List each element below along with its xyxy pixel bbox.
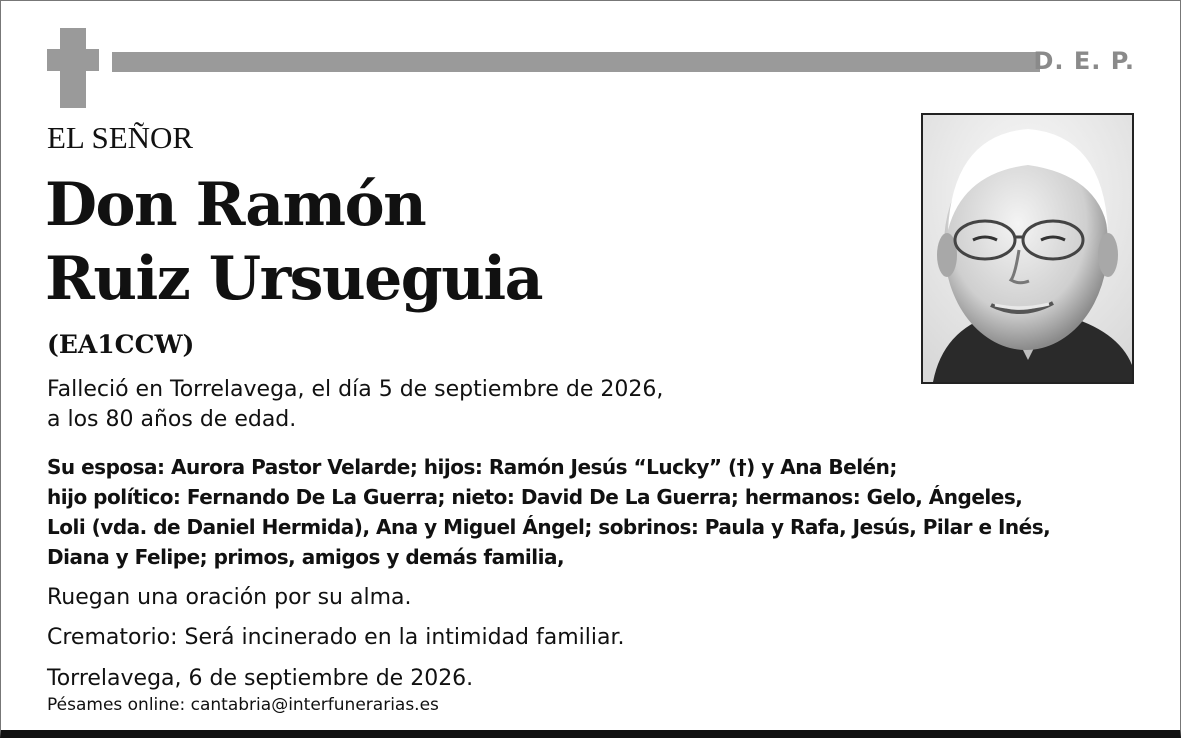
portrait-drawing (923, 115, 1132, 382)
prayer-request: Ruegan una oración por su alma. (47, 585, 412, 610)
death-line-2: a los 80 años de edad. (47, 407, 297, 432)
death-line-1: Falleció en Torrelavega, el día 5 de septiembre de 2026, (47, 377, 664, 402)
name-line-1: Don Ramón (45, 170, 426, 240)
family-line-2: hijo político: Fernando De La Guerra; nieto: David De La Guerra; hermanos: Gelo, Ángeles, (47, 485, 1023, 509)
dep-label: D. E. P. (1033, 47, 1135, 75)
portrait-photo (921, 113, 1134, 384)
crematorium-note: Crematorio: Será incinerado en la intimidad familiar. (47, 625, 625, 650)
family-line-1: Su esposa: Aurora Pastor Velarde; hijos: Ramón Jesús “Lucky” (†) y Ana Belén; (47, 455, 897, 479)
callsign: (EA1CCW) (47, 330, 195, 359)
place-date: Torrelavega, 6 de septiembre de 2026. (47, 666, 474, 691)
family-list (47, 452, 1147, 572)
name-line-2: Ruiz Ursueguia (45, 244, 542, 314)
family-line-4: Diana y Felipe; primos, amigos y demás familia, (47, 545, 565, 569)
cross-icon (47, 28, 99, 108)
deceased-name (45, 168, 542, 316)
death-notice (47, 375, 663, 435)
condolences-contact: Pésames online: cantabria@interfunerarias.es (47, 695, 439, 715)
header-rule (112, 52, 1040, 72)
family-line-3: Loli (vda. de Daniel Hermida), Ana y Miguel Ángel; sobrinos: Paula y Rafa, Jesús, Pilar e Inés, (47, 515, 1051, 539)
honorific: EL SEÑOR (47, 120, 194, 155)
